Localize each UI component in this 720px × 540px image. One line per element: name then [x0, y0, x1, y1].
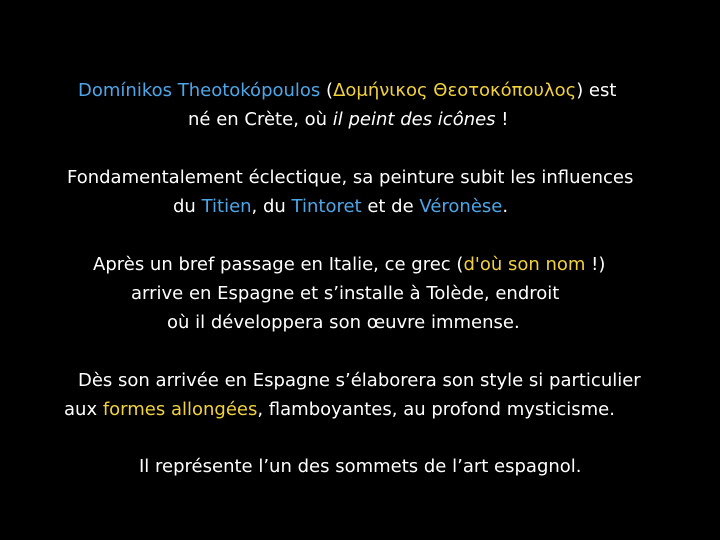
formes-allongees: formes allongées — [102, 399, 258, 420]
p1-line2 — [188, 108, 708, 132]
paren-open: ( — [320, 80, 334, 101]
p2-du1: du — [173, 196, 202, 217]
dou-son-nom: d'où son nom — [463, 254, 586, 275]
p1-line2-italic: il peint des icônes — [332, 109, 496, 130]
p4-line2-start: aux — [64, 399, 103, 420]
p2-du2: , du — [251, 196, 292, 217]
p3-line1-end: !) — [585, 254, 606, 275]
painter-name: Domínikos Theotokópoulos — [78, 80, 321, 101]
p2-et: et de — [361, 196, 420, 217]
p1-line2-start: né en Crète, où — [188, 109, 333, 130]
p3-line1 — [93, 253, 693, 277]
p4-line1: Dès son arrivée en Espagne s’élaborera son style si particulier — [78, 370, 641, 391]
p2-line1: Fondamentalement éclectique, sa peinture subit les influences — [67, 167, 634, 188]
p3-line3: où il développera son œuvre immense. — [167, 312, 520, 333]
p1-line2-end: ! — [495, 109, 509, 130]
p3-line1-start: Après un bref passage en Italie, ce grec ( — [93, 254, 464, 275]
p3-line2: arrive en Espagne et s’installe à Tolède, endroit — [131, 283, 560, 304]
tintoret: Tintoret — [291, 196, 362, 217]
p5-line1: Il représente l’un des sommets de l’art espagnol. — [139, 456, 582, 477]
paren-close-est: ) est — [576, 80, 617, 101]
p4-line2 — [64, 398, 704, 422]
titien: Titien — [201, 196, 252, 217]
p4-line2-end: , flamboyantes, au profond mysticisme. — [257, 399, 615, 420]
p2-dot: . — [502, 196, 509, 217]
veronese: Véronèse — [419, 196, 503, 217]
p2-line2 — [173, 195, 693, 219]
greek-name: Δομήνικος Θεοτοκόπουλος — [333, 80, 577, 101]
p1-line1 — [78, 79, 698, 103]
